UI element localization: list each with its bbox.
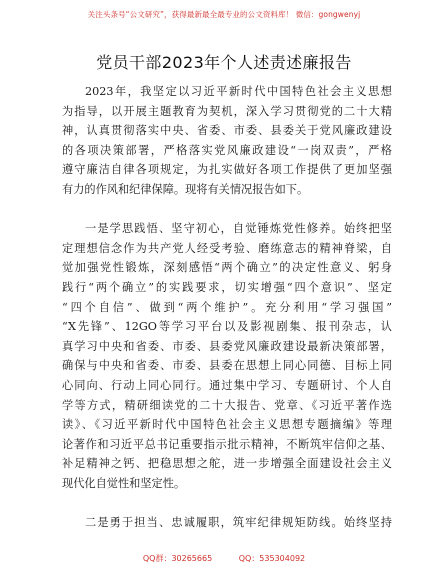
text-line: 一是学思践悟、坚守初心，自觉锤炼党性修养。始终把坚 xyxy=(85,222,392,236)
text-line: 二是勇于担当、忠诚履职，筑牢纪律规矩防线。始终坚持 xyxy=(85,516,392,530)
paragraph-1 xyxy=(62,82,392,200)
contact-footer xyxy=(0,553,448,564)
text-line: 为指导，以开展主题教育为契机，深入学习贯彻党的二十大精 xyxy=(62,104,392,118)
paragraph-2 xyxy=(62,219,392,493)
text-line: 真学习中央和省委、市委、县委党风廉政建设最新决策部署， xyxy=(62,339,392,353)
text-line: 补足精神之钙、把稳思想之舵，进一步增强全面建设社会主义 xyxy=(62,457,392,471)
text-line: 遵守廉洁自律各项规定，为扎实做好各项工作提供了更加坚强 xyxy=(62,163,392,177)
text-line: 的各项决策部署，严格落实党风廉政建设“一岗双责”，严格 xyxy=(62,143,392,157)
qq-group-text: QQ群：30265665 xyxy=(142,554,213,563)
paragraph-3 xyxy=(62,513,392,533)
document-body xyxy=(62,82,392,533)
paragraph-gap xyxy=(62,200,392,220)
text-line: 觉加强党性锻炼，深刻感悟“两个确立”的决定性意义、躬身 xyxy=(62,261,392,275)
promo-banner: 关注头条号“公文研究”，获得最新最全最专业的公文资料库！ 微信：gongwenyj xyxy=(87,10,361,19)
text-line: 确保与中央和省委、市委、县委在思想上同心同德、目标上同 xyxy=(62,359,392,373)
qq-text: QQ：535304092 xyxy=(238,554,306,563)
text-line: 有力的作风和纪律保障。现将有关情况报告如下。 xyxy=(62,182,309,196)
text-line: “X先锋”、12GO等学习平台以及影视剧集、报刊杂志，认 xyxy=(62,320,392,334)
text-line: 心同向、行动上同心同行。通过集中学习、专题研讨、个人自 xyxy=(62,378,392,392)
text-line: 读》、《习近平新时代中国特色社会主义思想专题摘编》等理 xyxy=(62,418,392,432)
text-line: 2023年，我坚定以习近平新时代中国特色社会主义思想 xyxy=(85,85,392,98)
text-line: 定理想信念作为共产党人经受考验、磨练意志的精神脊梁，自 xyxy=(62,241,392,255)
text-line: 神，认真贯彻落实中央、省委、市委、县委关于党风廉政建设 xyxy=(62,124,392,138)
paragraph-gap xyxy=(62,493,392,513)
text-line: 现代化自觉性和坚定性。 xyxy=(62,476,186,490)
text-line: 论著作和习近平总书记重要指示批示精神，不断筑牢信仰之基、 xyxy=(62,437,392,451)
page-title: 党员干部2023年个人述责述廉报告 xyxy=(96,53,352,72)
text-line: “四个自信”、做到“两个维护”。充分利用“学习强国” xyxy=(62,300,392,314)
text-line: 践行“两个确立”的实践要求，切实增强“四个意识”、坚定 xyxy=(62,280,392,294)
text-line: 学等方式，精研细读党的二十大报告、党章、《习近平著作选 xyxy=(62,398,392,412)
